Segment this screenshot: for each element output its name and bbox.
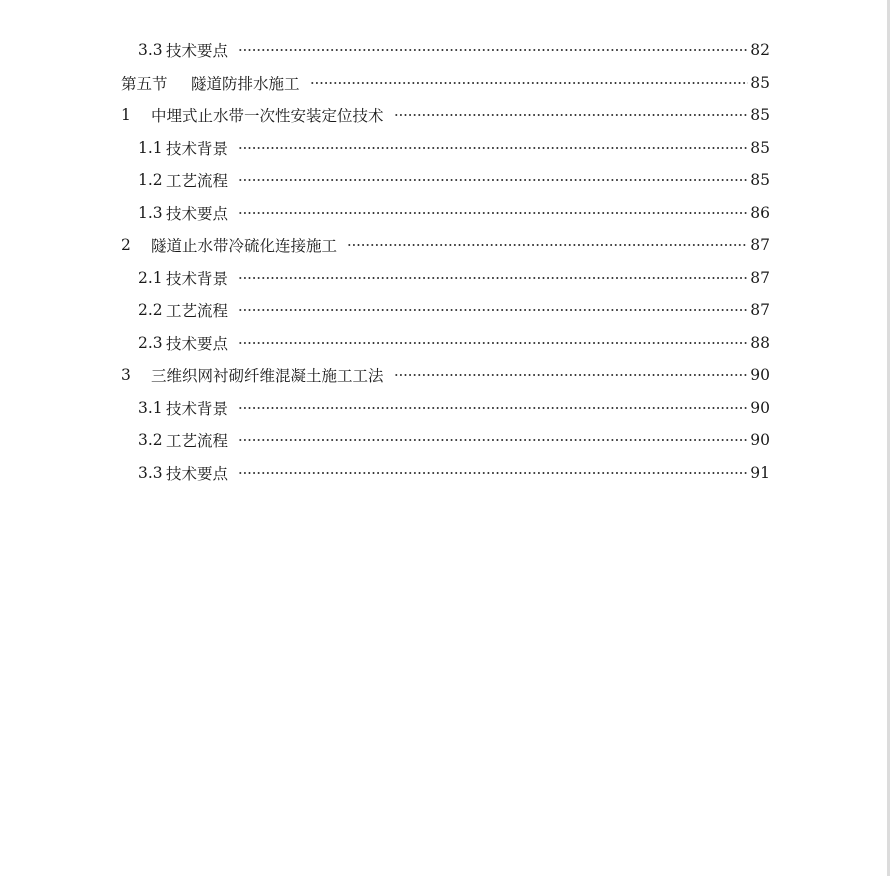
toc-entry-number: 1.3 <box>138 203 163 222</box>
toc-entry[interactable] <box>0 164 890 197</box>
toc-entry-number: 3.3 <box>138 41 163 60</box>
toc-entry[interactable] <box>0 99 890 132</box>
toc-entry[interactable] <box>0 294 890 327</box>
toc-entry-title: 技术背景 <box>166 139 229 158</box>
toc-entry-number: 1 <box>121 106 131 125</box>
toc-entry[interactable] <box>0 67 890 100</box>
toc-entry-page: 90 <box>750 366 770 385</box>
toc-entry-page: 87 <box>750 236 770 255</box>
toc-entry-page: 90 <box>750 398 770 417</box>
toc-entry-page: 82 <box>750 41 770 60</box>
toc-entry[interactable] <box>0 327 890 360</box>
toc-entry-title: 技术要点 <box>166 334 229 353</box>
toc-entry[interactable] <box>0 457 890 490</box>
toc-entry[interactable] <box>0 359 890 392</box>
toc-entry-page: 85 <box>750 171 770 190</box>
toc-entry-page: 87 <box>750 301 770 320</box>
dot-leader <box>394 114 748 116</box>
dot-leader <box>238 472 748 474</box>
toc-entry-number: 3.2 <box>138 431 163 450</box>
toc-entry-title: 技术要点 <box>166 42 229 61</box>
toc-entry-title: 技术要点 <box>166 204 229 223</box>
toc-entry-page: 91 <box>750 463 770 482</box>
toc-entry-title: 工艺流程 <box>166 432 229 451</box>
toc-entry-number: 3 <box>121 366 131 385</box>
toc-entry-title: 中埋式止水带一次性安装定位技术 <box>151 107 384 126</box>
toc-entry-number: 2 <box>121 236 131 255</box>
toc-entry-title: 技术要点 <box>166 464 229 483</box>
toc-entry[interactable] <box>0 34 890 67</box>
dot-leader <box>238 407 748 409</box>
dot-leader <box>394 374 748 376</box>
dot-leader <box>238 147 748 149</box>
toc-entry-title: 技术背景 <box>166 399 229 418</box>
toc-entry[interactable] <box>0 262 890 295</box>
toc-entry-page: 87 <box>750 268 770 287</box>
toc-entry[interactable] <box>0 229 890 262</box>
toc-entry-number: 1.2 <box>138 171 163 190</box>
toc-entry-title: 三维织网衬砌纤维混凝土施工工法 <box>151 367 384 386</box>
toc-entry-number: 2.2 <box>138 301 163 320</box>
toc-entry-number: 3.3 <box>138 463 163 482</box>
toc-entry-number: 2.3 <box>138 333 163 352</box>
toc-entry-title: 隧道防排水施工 <box>191 74 300 93</box>
toc-entry-page: 90 <box>750 431 770 450</box>
dot-leader <box>347 244 748 246</box>
toc-entry-title: 工艺流程 <box>166 302 229 321</box>
dot-leader <box>238 212 748 214</box>
dot-leader <box>310 82 748 84</box>
dot-leader <box>238 309 748 311</box>
toc-entry-title: 工艺流程 <box>166 172 229 191</box>
table-of-contents <box>0 34 890 489</box>
dot-leader <box>238 342 748 344</box>
toc-entry-page: 85 <box>750 106 770 125</box>
toc-entry-number: 2.1 <box>138 268 163 287</box>
toc-entry-title: 技术背景 <box>166 269 229 288</box>
dot-leader <box>238 439 748 441</box>
toc-entry-page: 86 <box>750 203 770 222</box>
toc-entry[interactable] <box>0 424 890 457</box>
toc-entry-number: 3.1 <box>138 398 163 417</box>
toc-entry[interactable] <box>0 132 890 165</box>
toc-entry[interactable] <box>0 197 890 230</box>
toc-entry-title: 隧道止水带冷硫化连接施工 <box>151 237 338 256</box>
toc-entry-page: 85 <box>750 73 770 92</box>
toc-entry-page: 88 <box>750 333 770 352</box>
toc-entry-number: 1.1 <box>138 138 163 157</box>
dot-leader <box>238 277 748 279</box>
dot-leader <box>238 49 748 51</box>
dot-leader <box>238 179 748 181</box>
toc-entry-number: 第五节 <box>121 74 168 93</box>
toc-entry-page: 85 <box>750 138 770 157</box>
toc-entry[interactable] <box>0 392 890 425</box>
